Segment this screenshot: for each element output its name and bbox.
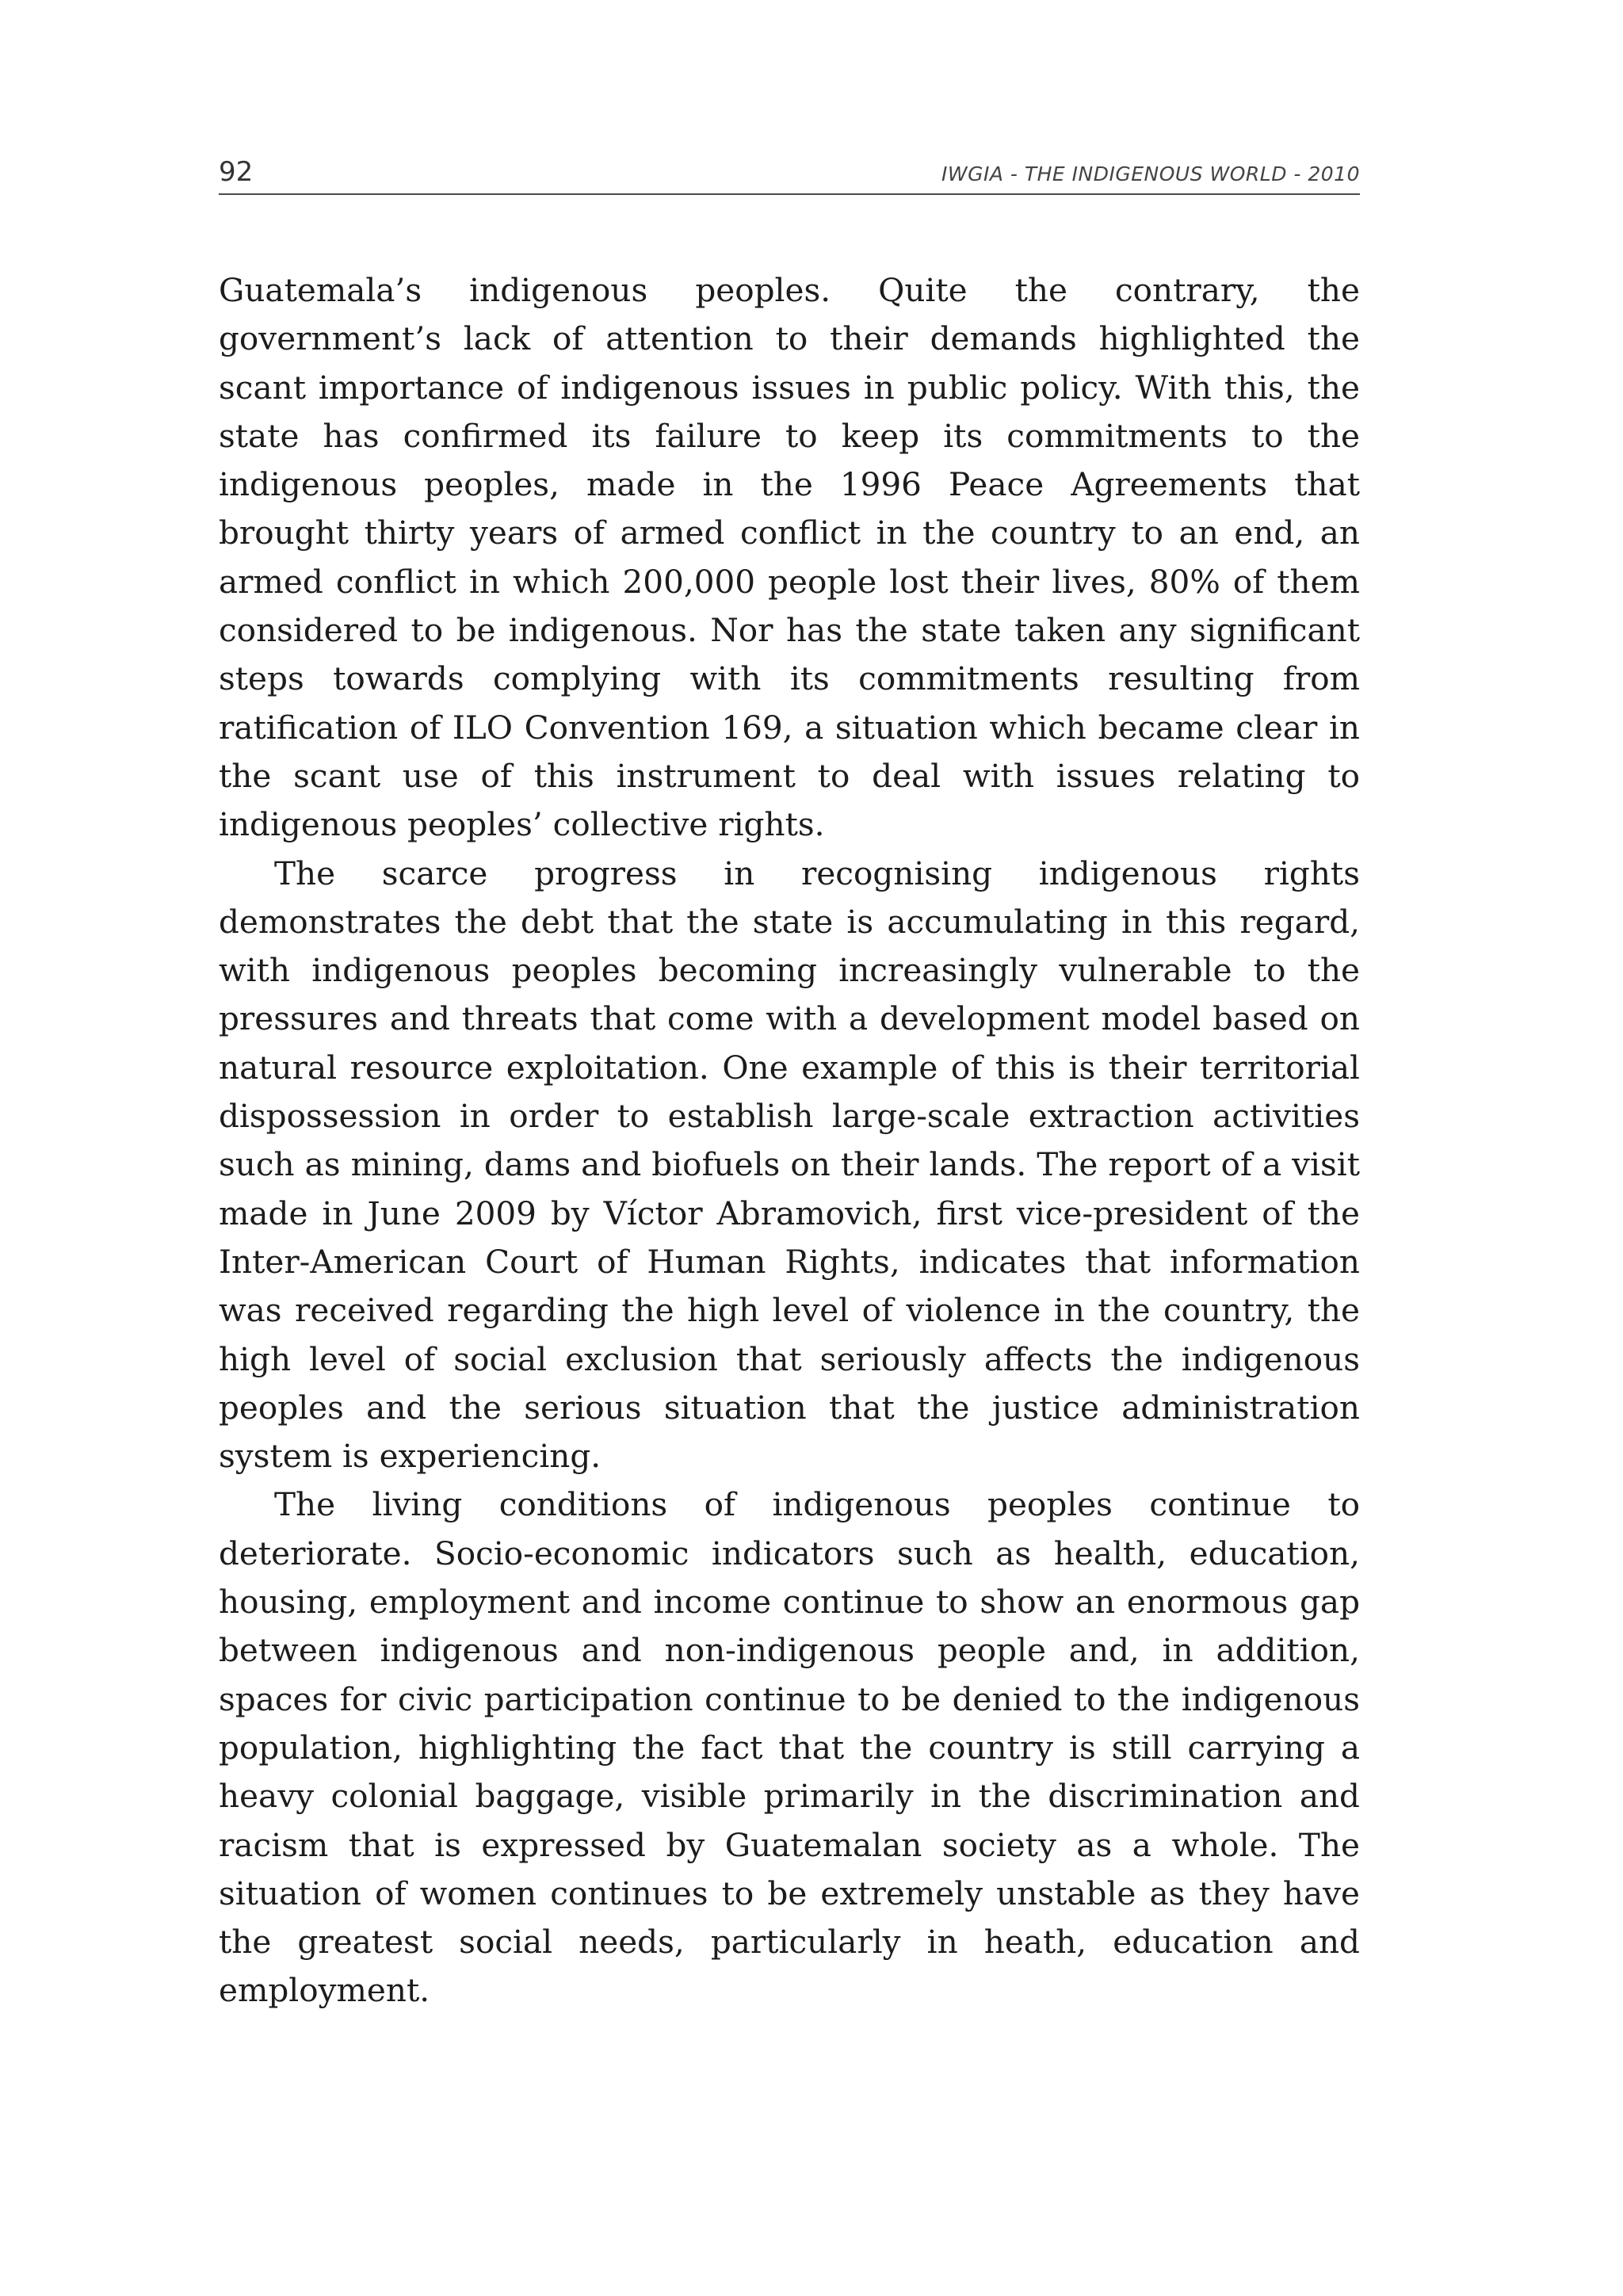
page-number: 92 <box>219 156 254 188</box>
paragraph-3: The living conditions of indigenous peoples continue to deteriorate. Socio-economic indicators such as health, education, housing, employment and income continue to show an enormous gap between indigenous and non-indigenous people and, in addition, spaces for civic participation continue to be denied to the indigenous population, highlighting the fact that the country is still carrying a heavy colonial baggage, visible primarily in the discrimination and racism that is expressed by Guatemalan society as a whole. The situation of women continues to be extremely unstable as they have the greatest social needs, particularly in heath, education and employment. <box>219 1485 1360 2010</box>
running-header <box>219 155 1360 195</box>
paragraph-2: The scarce progress in recognising indigenous rights demonstrates the debt that the state is accumulating in this regard, with indigenous peoples becoming increasingly vulnerable to the pressures and threats that come with a development model based on natural resource exploitation. One example of this is their territorial dispossession in order to establish large-scale extraction activities such as mining, dams and biofuels on their lands. The report of a visit made in June 2009 by Víctor Abramovich, first vice-president of the Inter-American Court of Human Rights, indicates that information was received regarding the high level of violence in the country, the high level of social exclusion that seriously affects the indigenous peoples and the serious situation that the justice administration system is experiencing. <box>219 854 1360 1476</box>
body-text <box>219 266 1360 2015</box>
running-title: IWGIA - THE INDIGENOUS WORLD - 2010 <box>941 162 1360 185</box>
paragraph-1: Guatemala’s indigenous peoples. Quite the contrary, the government’s lack of attention to their demands highlighted the scant importance of indigenous issues in public policy. With this, the state has confirmed its failure to keep its commitments to the indigenous peoples, made in the 1996 Peace Agreements that brought thirty years of armed conflict in the country to an end, an armed conflict in which 200,000 people lost their lives, 80% of them considered to be indigenous. Nor has the state taken any significant steps towards complying with its commitments resulting from ratification of ILO Convention 169, a situation which became clear in the scant use of this instrument to deal with issues relating to indigenous peoples’ collective rights. <box>219 271 1360 844</box>
